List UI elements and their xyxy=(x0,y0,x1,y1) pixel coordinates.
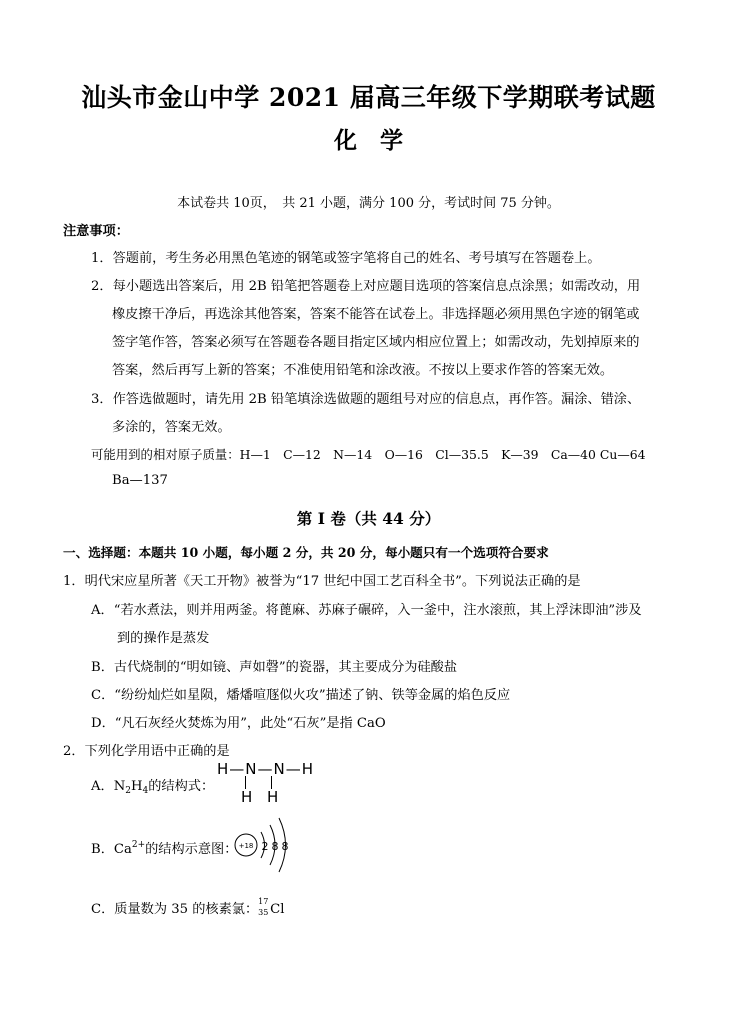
nuclide-top-number: 17 xyxy=(258,897,269,906)
notice-line: 3．作答选做题时，请先用 2B 铅笔填涂选做题的题组号对应的信息点，再作答。漏涂、错涂、 xyxy=(91,392,641,407)
notice-line: 1．答题前，考生务必用黑色笔迹的钢笔或签字笔将自己的姓名、考号填写在答题卷上。 xyxy=(91,251,601,266)
q2-a-mid: H xyxy=(131,779,143,794)
atomic-mass-line: 可能用到的相对原子质量：H—1 C—12 N—14 O—16 Cl—35.5 K—39 Ca—40 Cu—64 xyxy=(91,447,646,462)
nuclide-bottom-number: 35 xyxy=(258,908,269,917)
q2-a-sub2: 4 xyxy=(142,786,149,796)
notice-heading: 注意事项： xyxy=(63,224,129,239)
notice-line: 答案，然后再写上新的答案；不准使用铅笔和涂改液。不按以上要求作答的答案无效。 xyxy=(112,363,614,378)
question-2-stem: 2．下列化学用语中正确的是 xyxy=(63,744,230,759)
q1-option-b: B．古代烧制的“明如镜、声如磬”的瓷器，其主要成分为硅酸盐 xyxy=(91,660,458,675)
notice-line: 2．每小题选出答案后，用 2B 铅笔把答题卷上对应题目选项的答案信息点涂黑；如需改动，用 xyxy=(91,279,641,294)
subject-title: 化 学 xyxy=(334,127,403,154)
n2h4-hydrogen-2: H xyxy=(267,788,279,806)
q2-c-prefix: C．质量数为 35 的核素氯： xyxy=(91,902,259,917)
part-heading: 一、选择题：本题共 10 小题，每小题 2 分，共 20 分，每小题只有一个选项符合要求 xyxy=(63,545,549,560)
q2-b-suffix: 的结构示意图： xyxy=(145,842,238,857)
q2-a-sub1: 2 xyxy=(125,786,131,796)
nuclide-symbol: Cl xyxy=(270,902,285,917)
nucleus-charge: +18 xyxy=(238,842,254,850)
q2-b-sup: 2+ xyxy=(131,840,146,850)
q2-option-a xyxy=(91,775,214,796)
q1-option-d: D．“凡石灰经火焚炼为用”，此处“石灰”是指 CaO xyxy=(91,716,386,731)
shell-electrons-3: 8 xyxy=(281,840,289,853)
notice-line: 签字笔作答，答案必须写在答题卷各题目指定区域内相应位置上；如需改动，先划掉原来的 xyxy=(112,335,640,350)
q1-option-c: C．“纷纷灿烂如星陨，燔燔喧豗似火攻”描述了钠、铁等金属的焰色反应 xyxy=(91,688,511,703)
n2h4-hydrogen-1: H xyxy=(241,788,253,806)
question-1-stem: 1．明代宋应星所著《天工开物》被誉为“17 世纪中国工艺百科全书”。下列说法正确的是 xyxy=(63,574,581,589)
section-title: 第 I 卷（共 44 分） xyxy=(296,509,441,528)
q2-a-prefix: A．N xyxy=(91,779,126,794)
ca-ion-structure-diagram xyxy=(232,815,304,875)
q1-option-a-cont: 到的操作是蒸发 xyxy=(117,631,210,646)
exam-title: 汕头市金山中学 2021 届高三年级下学期联考试题 xyxy=(81,83,656,112)
nuclide-notation xyxy=(258,897,270,918)
shell-electrons-1: 2 xyxy=(261,840,269,853)
n2h4-structural-formula: H—N—N—H xyxy=(217,760,314,778)
q2-a-suffix: 的结构式： xyxy=(148,779,215,794)
q2-b-prefix: B．Ca xyxy=(91,842,132,857)
notice-line: 多涂的，答案无效。 xyxy=(112,420,231,435)
notice-line: 橡皮擦干净后，再选涂其他答案，答案不能答在试卷上。非选择题必须用黑色字迹的钢笔或 xyxy=(112,307,640,322)
q2-option-c xyxy=(91,898,284,918)
q1-option-a: A．“若水煮法，则并用两釜。将蓖麻、苏麻子碾碎，入一釜中，注水滚煎，其上浮沫即油”涉及 xyxy=(91,603,642,618)
q2-option-b xyxy=(91,838,237,857)
exam-info: 本试卷共 10页， 共 21 小题，满分 100 分，考试时间 75 分钟。 xyxy=(177,196,560,211)
atomic-mass-line-2: Ba—137 xyxy=(112,473,168,488)
shell-electrons-2: 8 xyxy=(271,840,279,853)
